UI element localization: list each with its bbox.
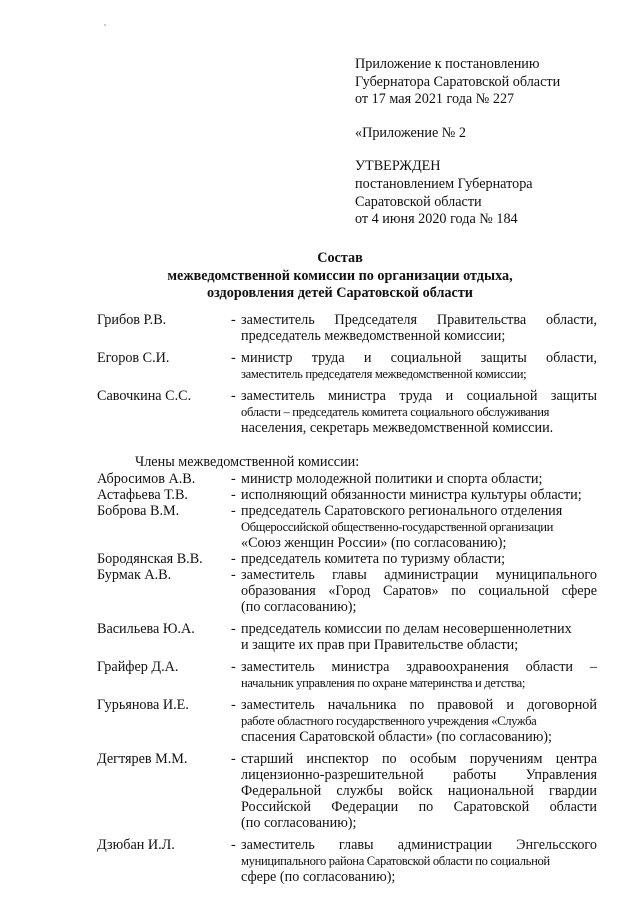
header-line: Приложение к постановлению bbox=[355, 56, 540, 72]
member-role: заместитель Председателя Правительства области, председатель межведомственной комиссии; bbox=[241, 312, 597, 344]
approved-by: постановлением Губернатора bbox=[355, 175, 533, 192]
member-name: Дзюбан И.Л. bbox=[97, 837, 175, 853]
list-item bbox=[97, 350, 597, 382]
member-name: Астафьева Т.В. bbox=[97, 487, 188, 503]
list-item bbox=[97, 551, 597, 567]
member-name: Боброва В.М. bbox=[97, 503, 180, 519]
approved-date: от 4 июня 2020 года № 184 bbox=[355, 211, 518, 228]
member-role: заместитель главы администрации Энгельсского муниципального района Саратовской области по социальной сфере (по согласованию); bbox=[241, 837, 597, 885]
commission-list bbox=[97, 312, 597, 885]
list-item bbox=[97, 697, 597, 745]
member-name: Грибов Р.В. bbox=[97, 312, 167, 328]
approved-by: Саратовской области bbox=[355, 193, 482, 210]
dash: - bbox=[231, 567, 236, 583]
member-name: Бурмак А.В. bbox=[97, 567, 172, 583]
dash: - bbox=[231, 697, 236, 713]
member-role: председатель комиссии по делам несовершеннолетних и защите их прав при Правительстве области; bbox=[241, 621, 572, 653]
list-item bbox=[97, 471, 597, 487]
member-role: министр труда и социальной защиты области, заместитель председателя межведомственной комиссии; bbox=[241, 350, 597, 381]
list-item bbox=[97, 621, 597, 653]
member-role: заместитель начальника по правовой и договорной работе областного государственного учреждения «Служба спасения Саратовской области» (по согласованию); bbox=[241, 697, 597, 745]
member-name: Гурьянова И.Е. bbox=[97, 697, 189, 713]
list-item bbox=[97, 567, 597, 615]
members-heading: Члены межведомственной комиссии: bbox=[135, 454, 360, 470]
dash: - bbox=[231, 487, 236, 503]
list-item bbox=[97, 487, 597, 503]
dash: - bbox=[231, 503, 236, 519]
member-name: Савочкина С.С. bbox=[97, 388, 192, 404]
dash: - bbox=[231, 659, 236, 675]
list-item bbox=[97, 388, 597, 436]
appendix-label: «Приложение № 2 bbox=[355, 124, 466, 141]
dash: - bbox=[231, 837, 236, 853]
header-line: от 17 мая 2021 года № 227 bbox=[355, 91, 515, 108]
list-item bbox=[97, 751, 597, 831]
title-line: межведомственной комиссии по организации отдыха, bbox=[167, 267, 513, 284]
list-item bbox=[97, 659, 597, 691]
scan-speck bbox=[104, 24, 106, 26]
dash: - bbox=[231, 621, 236, 637]
header-line: Губернатора Саратовской области bbox=[355, 73, 561, 90]
member-role: заместитель главы администрации муниципального образования «Город Саратов» по социальной сфере (по согласованию); bbox=[241, 567, 597, 615]
member-role: министр молодежной политики и спорта области; bbox=[241, 471, 543, 487]
member-name: Абросимов А.В. bbox=[97, 471, 196, 487]
list-item bbox=[97, 837, 597, 885]
dash: - bbox=[231, 751, 236, 767]
member-role: председатель Саратовского регионального отделения Общероссийской общественно-государственной организации «Союз женщин России» (по согласованию); bbox=[241, 503, 563, 551]
dash: - bbox=[231, 388, 236, 404]
list-item bbox=[97, 503, 597, 551]
member-role: исполняющий обязанности министра культуры области; bbox=[241, 487, 582, 503]
approved-label: УТВЕРЖДЕН bbox=[355, 158, 441, 175]
title-line: оздоровления детей Саратовской области bbox=[207, 285, 473, 302]
member-role: заместитель министра здравоохранения области – начальник управления по охране материнства и детства; bbox=[241, 659, 597, 690]
document-title bbox=[90, 250, 590, 303]
member-name: Грайфер Д.А. bbox=[97, 659, 179, 675]
dash: - bbox=[231, 551, 236, 567]
list-item bbox=[97, 312, 597, 344]
title-line: Состав bbox=[317, 250, 363, 266]
member-name: Бородянская В.В. bbox=[97, 551, 203, 567]
member-role: председатель комитета по туризму области; bbox=[241, 551, 506, 567]
dash: - bbox=[231, 350, 236, 366]
member-role: старший инспектор по особым поручениям центра лицензионно-разрешительной работы Управления Федеральной службы войск национальной гвардии Российской Федерации по Саратовской области (по согласованию); bbox=[241, 751, 597, 831]
member-name: Дегтярев М.М. bbox=[97, 751, 188, 767]
member-name: Васильева Ю.А. bbox=[97, 621, 195, 637]
header-block bbox=[355, 56, 625, 229]
member-name: Егоров С.И. bbox=[97, 350, 170, 366]
member-role: заместитель министра труда и социальной защиты области – председатель комитета социального обслуживания населения, секретарь межведомственной комиссии. bbox=[241, 388, 597, 436]
dash: - bbox=[231, 312, 236, 328]
dash: - bbox=[231, 471, 236, 487]
